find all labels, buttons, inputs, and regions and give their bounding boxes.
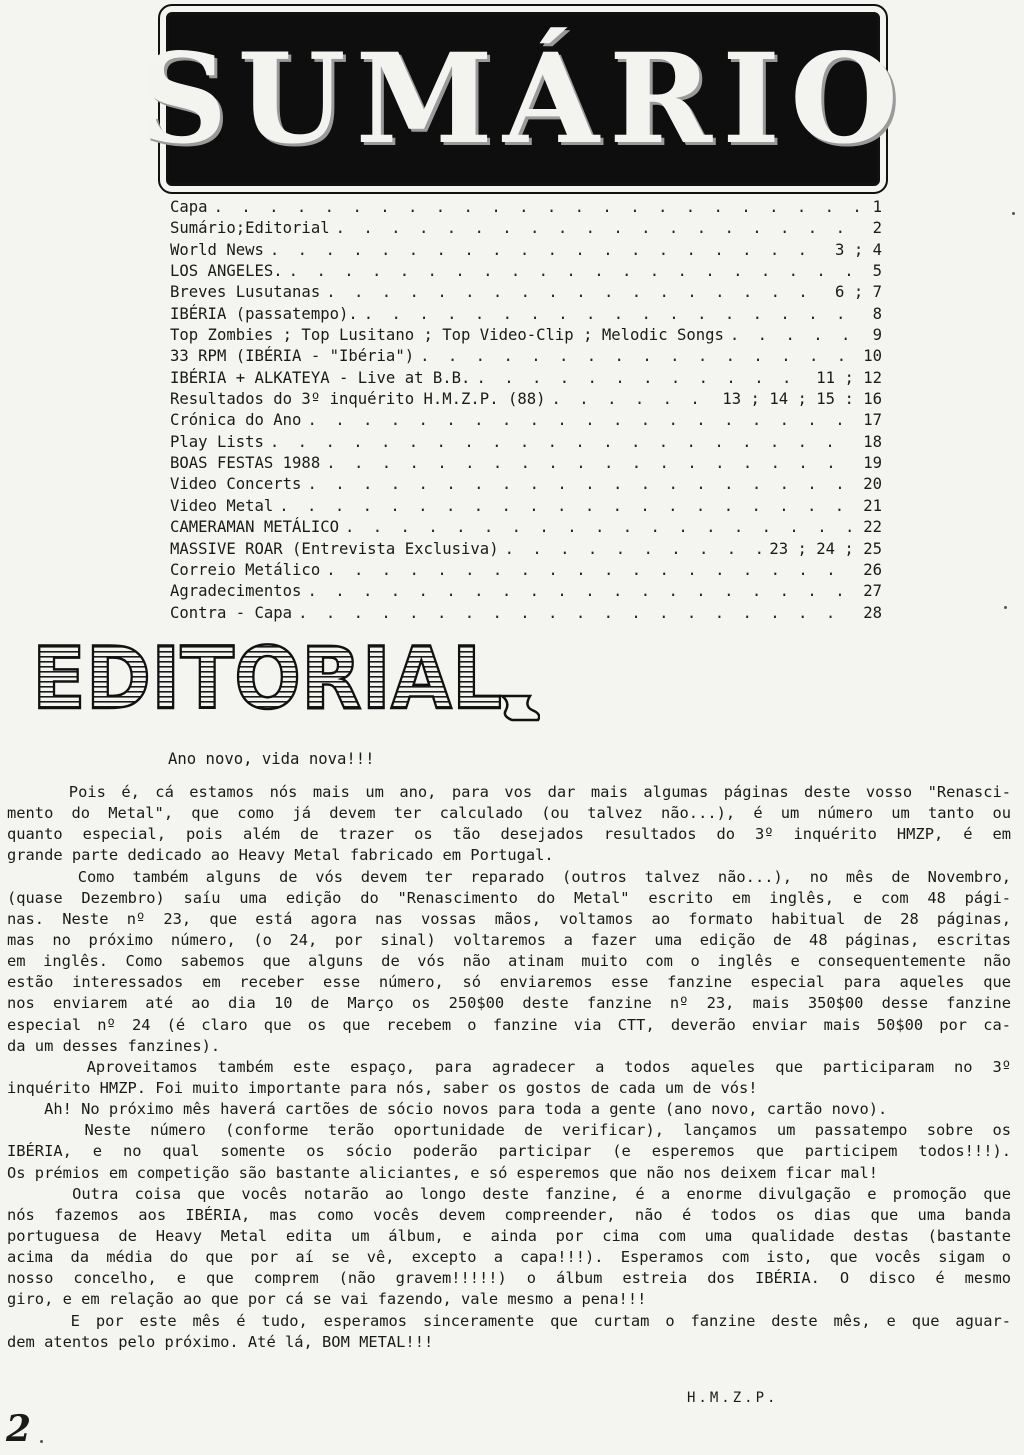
toc-leader-dots [420, 346, 857, 367]
toc-entry-page: 22 [863, 518, 882, 537]
toc-entry-title: Correio Metálico [170, 560, 321, 579]
page-number: 2 [6, 1408, 32, 1450]
toc-entry-title: Top Zombies ; Top Lusitano ; Top Video-Clip ; Melodic Songs [170, 326, 724, 345]
toc-entry-title: IBÉRIA + ALKATEYA - Live at B.B. [170, 368, 471, 387]
toc-entry-page: 11 ; 12 [816, 368, 882, 387]
toc-leader-dots [270, 432, 857, 453]
editorial-line: grande parte dedicado ao Heavy Metal fabricado em Portugal. [7, 846, 554, 865]
toc-entry-title: Video Metal [170, 496, 274, 515]
sumario-banner-frame [137, 12, 909, 186]
toc-entry [170, 539, 882, 560]
toc-entry-page: 3 ; 4 [835, 240, 882, 259]
toc-entry-page: 6 ; 7 [835, 283, 882, 302]
toc-entry [170, 517, 882, 538]
editorial-line: Ah! No próximo mês haverá cartões de sócio novos para toda a gente (ano novo, cartão novo). [7, 1100, 888, 1119]
toc-entry-title: Resultados do 3º inquérito H.M.Z.P. (88) [170, 390, 546, 409]
toc-entry [170, 474, 882, 495]
toc-entry-title: Capa [170, 198, 208, 216]
editorial-line: E por este mês é tudo, esperamos sinceramente que curtam o fanzine deste mês, e que aguar- [7, 1311, 1011, 1330]
editorial-line: (quase Dezembro) saíu uma edição do "Renascimento do Metal" escrito em inglês, e com 48 pági- [7, 888, 1011, 907]
toc-entry-page: 2 [872, 219, 882, 238]
toc-entry-page: 23 ; 24 ; 25 [769, 539, 882, 558]
toc-leader-dots [326, 282, 829, 303]
toc-entry-page: 27 [863, 582, 882, 601]
toc-entry-title: Breves Lusutanas [170, 283, 321, 302]
toc-entry-title: Contra - Capa [170, 603, 293, 622]
editorial-line: dem atentos pelo próximo. Até lá, BOM METAL!!! [7, 1332, 434, 1351]
editorial-line: mento do Metal", que como já devem ter calculado (ou talvez não...), é um número um tanto ou [7, 804, 1011, 823]
editorial-line: da um desses fanzines). [7, 1036, 221, 1055]
toc-entry [170, 218, 882, 239]
toc-entry-page: 9 [872, 326, 882, 345]
toc-entry [170, 346, 882, 367]
toc-entry-title: Agradecimentos [170, 582, 302, 601]
toc-entry-title: CAMERAMAN METÁLICO [170, 518, 339, 537]
toc-leader-dots [270, 240, 829, 261]
drip-shape [502, 696, 539, 720]
toc-leader-dots [476, 368, 810, 389]
editorial-line: em inglês. Como sabemos que alguns de vós não atinam muito com o inglês e consequentemente não [7, 952, 1011, 971]
toc-entry-title: 33 RPM (IBÉRIA - "Ibéria") [170, 347, 415, 366]
toc-entry-title: World News [170, 240, 264, 259]
toc-entry-page: 5 [872, 262, 882, 281]
editorial-line: nas. Neste nº 23, que está agora nas vossas mãos, voltamos ao formato habitual de 28 páginas, [7, 909, 1011, 928]
toc-entry [170, 389, 882, 410]
toc-entry [170, 603, 882, 624]
editorial-line: mas no próximo número, (o 24, por sinal) voltaremos a fazer uma edição de 48 páginas, escritas [7, 930, 1011, 949]
toc-entry-page: 18 [863, 432, 882, 451]
toc-entry [170, 560, 882, 581]
toc-leader-dots [552, 389, 717, 410]
toc-entry [170, 432, 882, 453]
editorial-line: portuguesa de Heavy Metal edita um álbum, e ainda por cima com uma qualidade destas (bastante [7, 1226, 1011, 1245]
signature: H.M.Z.P. [687, 1390, 779, 1406]
sumario-title: SUMÁRIO [137, 26, 909, 172]
editorial-line: Como também alguns de vós devem ter reparado (outros talvez não...), no mês de Novembro, [7, 867, 1011, 886]
toc-entry [170, 261, 882, 282]
toc-entry-page: 8 [872, 304, 882, 323]
toc-entry [170, 304, 882, 325]
toc-entry-page: 1 [872, 198, 882, 216]
toc-leader-dots [730, 325, 867, 346]
toc-entry-title: BOAS FESTAS 1988 [170, 454, 321, 473]
toc-entry-title: IBÉRIA (passatempo). [170, 304, 358, 323]
toc-entry [170, 325, 882, 346]
toc-entry [170, 581, 882, 602]
editorial-line: nosso concelho, e que comprem (não gravem!!!!!) o álbum estreia dos IBÉRIA. O disco é mesmo [7, 1269, 1011, 1288]
editorial-heading [32, 636, 540, 724]
scan-speck [1004, 606, 1007, 609]
toc-entry [170, 368, 882, 389]
editorial-line: estão interessados em receber esse número, só enviaremos esse fanzine especial para aqueles que [7, 973, 1011, 992]
editorial-line: IBÉRIA, e no qual somente os sócio poderão participar (e esperemos que participem todos!!!). [7, 1142, 1011, 1161]
toc-leader-dots [307, 474, 857, 495]
toc-entry-title: Crónica do Ano [170, 411, 302, 430]
toc-leader-dots [289, 261, 867, 282]
toc-entry-page: 17 [863, 411, 882, 430]
editorial-line: acima da média do que por aí se vê, excepto a capa!!!). Esperamos com isto, que vocês sigam o [7, 1248, 1011, 1267]
scan-speck [40, 1440, 43, 1443]
toc-entry-page: 21 [863, 496, 882, 515]
editorial-line: Outra coisa que vocês notarão ao longo deste fanzine, é a enorme divulgação e promoção que [7, 1184, 1011, 1203]
editorial-body [7, 782, 1011, 1353]
toc-leader-dots [326, 560, 857, 581]
editorial-line: Pois é, cá estamos nós mais um ano, para vos dar mais algumas páginas deste vosso "Renasci- [7, 783, 1011, 801]
toc-entry-page: 28 [863, 603, 882, 622]
editorial-line: especial nº 24 (é claro que os que recebem o fanzine via CTT, deverão enviar mais 50$00 por ca- [7, 1015, 1011, 1034]
toc-entry-title: MASSIVE ROAR (Entrevista Exclusiva) [170, 539, 499, 558]
toc-leader-dots [307, 410, 857, 431]
toc-entry-page: 10 [863, 347, 882, 366]
editorial-line: giro, e em relação ao que por cá se vai fazendo, vale mesmo a pena!!! [7, 1290, 647, 1309]
table-of-contents [170, 197, 882, 624]
toc-entry [170, 496, 882, 517]
toc-entry [170, 282, 882, 303]
editorial-line: nos enviarem até ao dia 10 de Março os 250$00 deste fanzine nº 23, mais 350$00 desse fanzine [7, 994, 1011, 1013]
toc-leader-dots [345, 517, 857, 538]
toc-entry-title: LOS ANGELES. [170, 262, 283, 281]
editorial-line: Os prémios em competição são bastante aliciantes, e só esperemos que não nos deixem ficar mal! [7, 1163, 878, 1182]
toc-entry [170, 453, 882, 474]
toc-entry-title: Play Lists [170, 432, 264, 451]
toc-leader-dots [505, 539, 764, 560]
toc-entry-page: 26 [863, 560, 882, 579]
toc-entry-title: Video Concerts [170, 475, 302, 494]
toc-leader-dots [326, 453, 857, 474]
toc-entry-page: 13 ; 14 ; 15 : 16 [722, 390, 882, 409]
editorial-greeting: Ano novo, vida nova!!! [168, 750, 375, 768]
editorial-line: Aproveitamos também este espaço, para agradecer a todos aqueles que participaram no 3º [7, 1057, 1011, 1076]
sumario-banner [137, 4, 909, 188]
toc-leader-dots [364, 304, 867, 325]
editorial-title: EDITORIAL [32, 636, 502, 724]
toc-leader-dots [307, 581, 857, 602]
scan-speck [1012, 212, 1015, 215]
editorial-line: inquérito HMZP. Foi muito importante para nós, saber os gostos de cada um de vós! [7, 1078, 758, 1097]
toc-entry [170, 197, 882, 218]
editorial-line: nós fazemos aos IBÉRIA, mas como vocês devem compreender, não é todos os dias que uma banda [7, 1205, 1011, 1224]
toc-leader-dots [298, 603, 857, 624]
toc-leader-dots [279, 496, 857, 517]
toc-entry-title: Sumário;Editorial [170, 219, 330, 238]
toc-entry [170, 240, 882, 261]
editorial-line: Neste número (conforme terão oportunidade de verificar), lançamos um passatempo sobre os [7, 1121, 1011, 1140]
toc-entry [170, 410, 882, 431]
toc-leader-dots [336, 218, 867, 239]
toc-entry-page: 20 [863, 475, 882, 494]
toc-entry-page: 19 [863, 454, 882, 473]
toc-leader-dots [214, 197, 867, 218]
editorial-line: quanto especial, pois além de trazer os tão desejados resultados do 3º inquérito HMZP, é em [7, 825, 1011, 844]
